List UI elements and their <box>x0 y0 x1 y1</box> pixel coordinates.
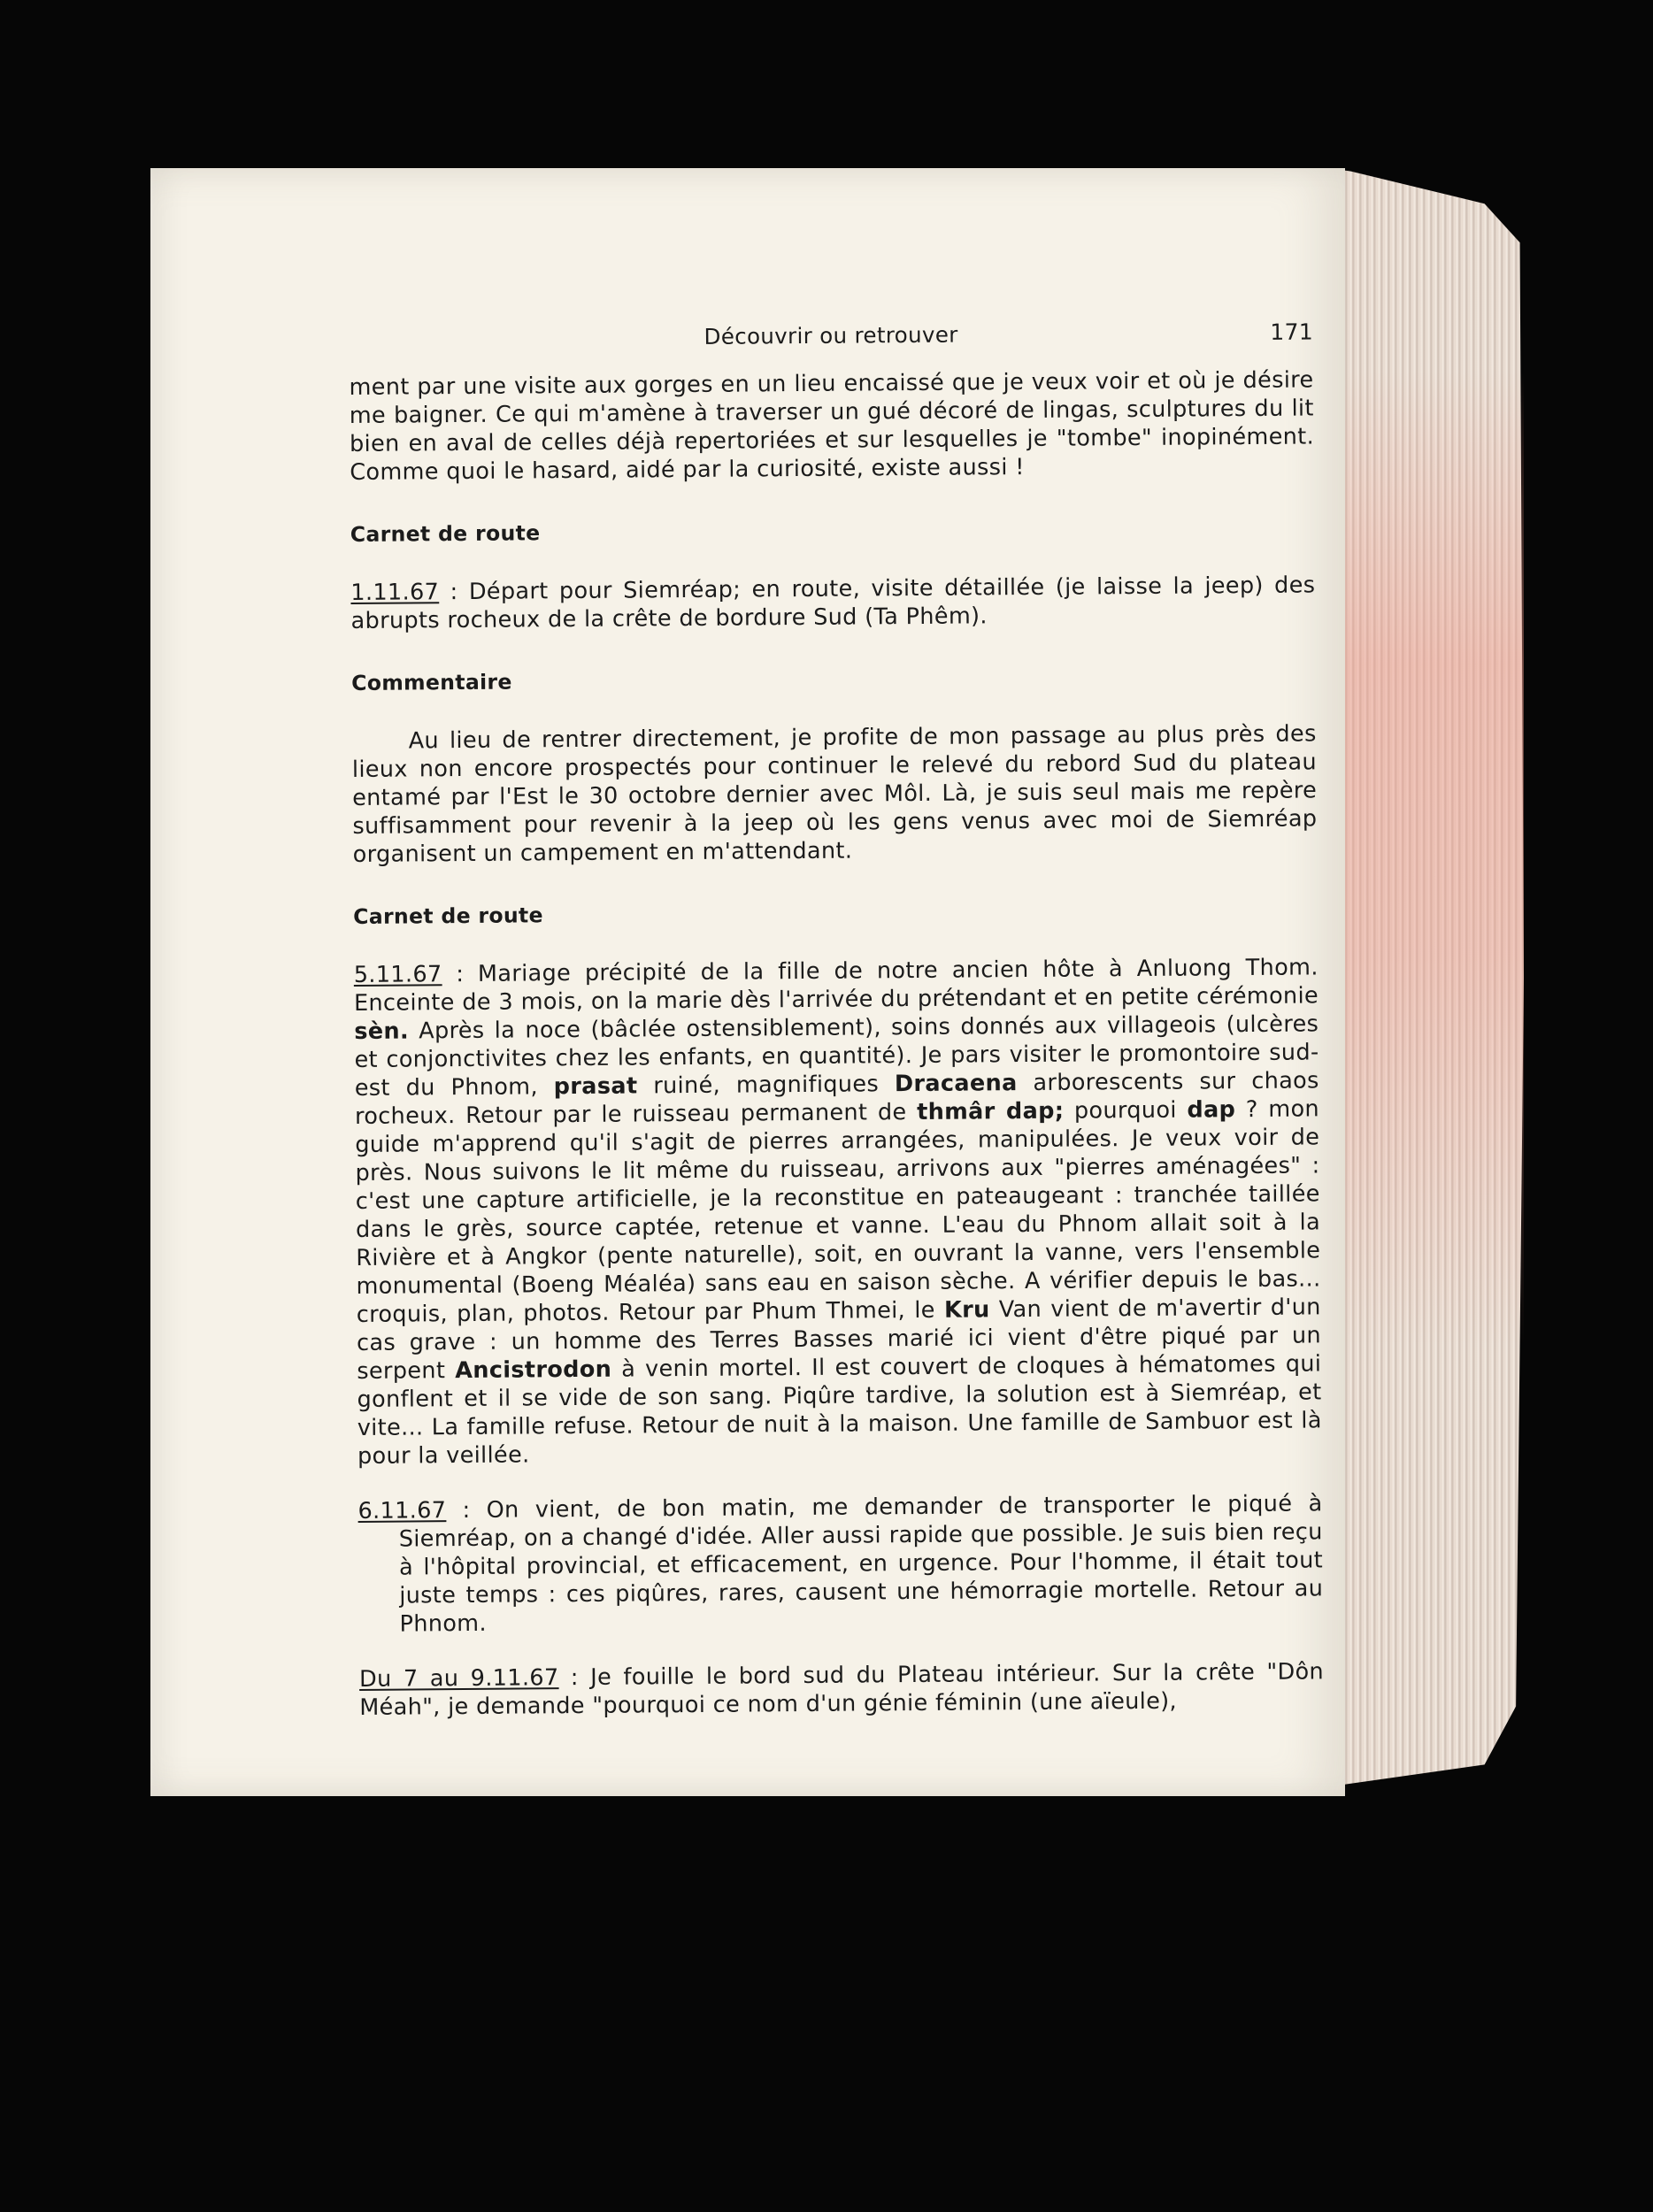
entry-text: Van vient de m'avertir d'un cas grave : un homme des Terres Basses marié ici vient d'être piqué par un serpent <box>356 1294 1322 1385</box>
section-heading: Commentaire <box>351 669 512 695</box>
entry-date: 1.11.67 <box>350 579 440 606</box>
journal-entry <box>359 1657 1324 1722</box>
bold-term: thmâr dap; <box>917 1097 1065 1125</box>
bold-term: Kru <box>943 1296 990 1324</box>
page-edges-tint <box>1327 372 1524 1345</box>
section-heading: Carnet de route <box>350 520 541 547</box>
entry-text: ruiné, magnifiques <box>637 1071 895 1100</box>
entry-text: arborescents sur chaos rocheux. Retour par le ruisseau permanent de <box>354 1067 1319 1130</box>
journal-entry <box>354 953 1322 1471</box>
entry-text: : Je fouille le bord sud du Plateau intérieur. Sur la crête "Dôn Méah", je demande "pourquoi ce nom d'un génie féminin (une aïeule), <box>359 1658 1325 1721</box>
running-head <box>349 318 1313 361</box>
entry-date: 5.11.67 <box>353 961 442 988</box>
entry-text: : Départ pour Siemréap; en route, visite détaillée (je laisse la jeep) des abrupts rocheux de la crête de bordure Sud (Ta Phêm). <box>350 572 1316 634</box>
bold-term: sèn. <box>354 1018 410 1045</box>
journal-entry <box>358 1489 1323 1639</box>
entry-date: Du 7 au 9.11.67 <box>358 1664 559 1693</box>
bold-term: prasat <box>553 1072 638 1101</box>
bold-term: dap <box>1187 1096 1236 1124</box>
section-heading: Carnet de route <box>353 902 543 929</box>
book-page <box>150 168 1345 1796</box>
entry-text: à venin mortel. Il est couvert de cloques à hématomes qui gonflent et il se vide de son sang. Piqûre tardive, la solution est à Siemréap, et vite... La famille refuse. Retour de nuit à la maison. Une famille de Sambuor est là pour la veillée. <box>357 1350 1322 1470</box>
running-head-title: Découvrir ou retrouver <box>703 321 958 349</box>
journal-entry <box>350 571 1315 635</box>
bold-term: Ancistrodon <box>455 1356 612 1385</box>
page-number: 171 <box>1270 319 1314 345</box>
entry-text: : On vient, de bon matin, me demander de transporter le piqué à Siemréap, on a changé d'idée. Aller aussi rapide que possible. Je suis bien reçu à l'hôpital provincial, et efficacement, en urgence. Pour l'homme, il était tout juste temps : ces piqûres, rares, causent une hémorragie mortelle. Retour au Phnom. <box>398 1490 1324 1638</box>
entry-text: Après la noce (bâclée ostensiblement), soins donnés aux villageois (ulcères et conjonctivites chez les enfants, en quantité). Je pars visiter le promontoire sud-est du Phnom, <box>354 1010 1319 1102</box>
page-text <box>349 318 1324 1722</box>
entry-text: pourquoi <box>1064 1096 1188 1125</box>
body-text <box>349 365 1324 1722</box>
paragraph: Au lieu de rentrer directement, je profite de mon passage au plus près des lieux non encore prospectés pour continuer le relevé du rebord Sud du plateau entamé par l'Est le 30 octobre dernier avec Môl. Là, je suis seul mais me repère suffisamment pour revenir à la jeep où les gens venus avec moi de Siemréap organisent un campement en m'attendant. <box>351 720 1318 868</box>
bold-term: Dracaena <box>894 1070 1018 1098</box>
entry-date: 6.11.67 <box>358 1497 447 1525</box>
paragraph: ment par une visite aux gorges en un lieu encaissé que je veux voir et où je désire me baigner. Ce qui m'amène à traverser un gué décoré de lingas, sculptures du lit bien en aval de celles déjà repertoriées et sur lesquelles je "tombe" inopinément. Comme quoi le hasard, aidé par la curiosité, existe aussi ! <box>349 366 1315 486</box>
entry-text: : Mariage précipité de la fille de notre ancien hôte à Anluong Thom. Enceinte de 3 mois, on la marie dès l'arrivée du prétendant et en petite cérémonie <box>353 954 1319 1017</box>
entry-text: ? mon guide m'apprend qu'il s'agit de pierres arrangées, manipulées. Je veux voir de près. Nous suivons le lit même du ruisseau, arrivons aux "pierres aménagées" : c'est une capture artificielle, je la reconstitue en pateaugeant : tranchée taillée dans le grès, source captée, retenue et vanne. L'eau du Phnom allait soit à la Rivière et à Angkor (pente naturelle), soit, en ouvrant la vanne, vers l'ensemble monumental (Boeng Méaléa) sans eau en saison sèche. A vérifier depuis le bas... croquis, plan, photos. Retour par Phum Thmei, le <box>355 1095 1321 1328</box>
